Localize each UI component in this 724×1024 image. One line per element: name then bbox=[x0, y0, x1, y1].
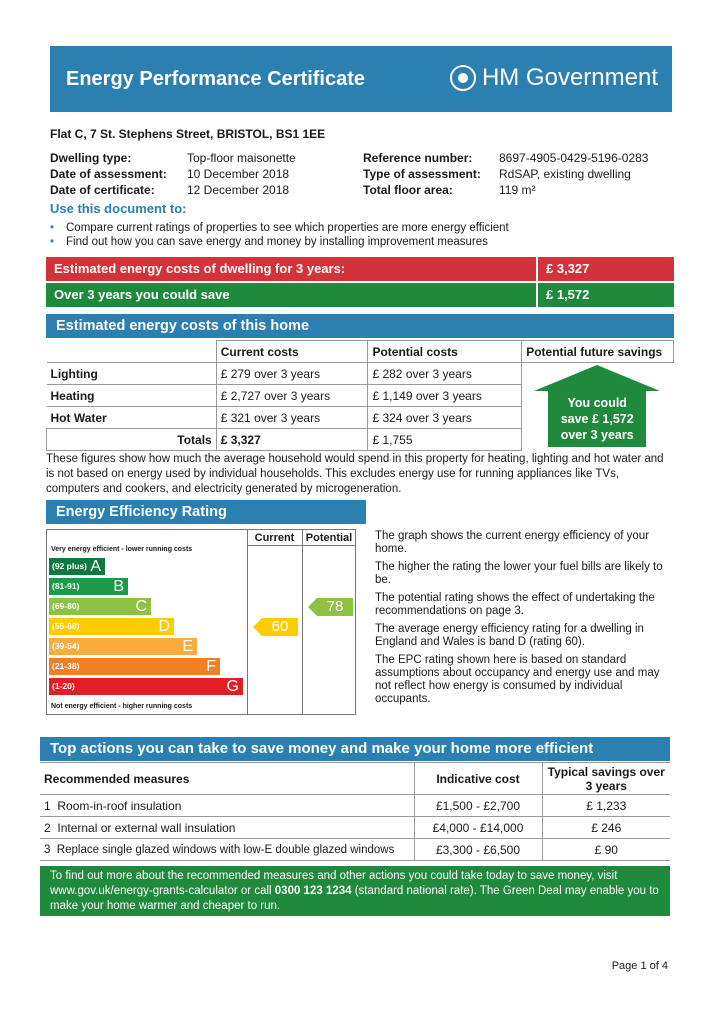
house-line: You could bbox=[567, 396, 627, 410]
table-row bbox=[40, 817, 670, 839]
detail-key: Type of assessment: bbox=[363, 167, 481, 181]
row-label: Lighting bbox=[47, 363, 217, 385]
row-label: Heating bbox=[47, 385, 217, 407]
band-letter: G bbox=[226, 678, 239, 695]
house-line: save £ 1,572 bbox=[560, 412, 634, 426]
table-row bbox=[47, 363, 674, 385]
measure-cost: £1,500 - £2,700 bbox=[414, 795, 542, 817]
band-range: (21-38) bbox=[52, 661, 80, 671]
detail-key: Date of assessment: bbox=[50, 167, 167, 181]
future-savings bbox=[522, 363, 674, 451]
band-a bbox=[49, 558, 105, 575]
eer-bottom-note: Not energy efficient - higher running costs bbox=[51, 703, 193, 710]
band-letter: B bbox=[113, 578, 124, 595]
band-f bbox=[49, 658, 220, 675]
eer-explanation bbox=[375, 530, 671, 711]
band-range: (55-68) bbox=[52, 621, 80, 631]
totals-label: Totals bbox=[47, 429, 217, 451]
measure-cost: £4,000 - £14,000 bbox=[414, 817, 542, 839]
property-address: Flat C, 7 St. Stephens Street, BRISTOL, BS1 1EE bbox=[50, 127, 326, 141]
measure-saving: £ 1,233 bbox=[542, 795, 670, 817]
band-d bbox=[49, 618, 174, 635]
use-heading: Use this document to: bbox=[50, 201, 187, 216]
house-roof-icon bbox=[534, 365, 660, 391]
house-savings-graphic bbox=[534, 365, 660, 447]
current-rating-arrow bbox=[262, 618, 298, 636]
costs-heading: Estimated energy costs of this home bbox=[46, 314, 674, 338]
details-right bbox=[363, 150, 648, 198]
table-row bbox=[40, 839, 670, 861]
band-letter: A bbox=[90, 558, 101, 575]
header-banner bbox=[50, 46, 672, 112]
current-cost: £ 279 over 3 years bbox=[216, 363, 368, 385]
band-g bbox=[49, 678, 243, 695]
eer-top-note: Very energy efficient - lower running costs bbox=[51, 546, 193, 553]
measure-name: Room-in-roof insulation bbox=[57, 798, 182, 813]
detail-value: 119 m² bbox=[499, 183, 536, 197]
totals-current: £ 3,327 bbox=[216, 429, 368, 451]
col-cost: Indicative cost bbox=[414, 763, 542, 795]
costs-note: These figures show how much the average household would spend in this property for heating, lighting and hot water and is not based on energy used by individual households. This excludes energy use for running appliances like TVs, computers and cookers, and electricity generated by microgeneration. bbox=[46, 453, 664, 495]
col-current: Current costs bbox=[216, 341, 368, 363]
potential-rating-value: 78 bbox=[326, 598, 344, 615]
detail-key: Date of certificate: bbox=[50, 183, 155, 197]
estimated-cost-value: £ 3,327 bbox=[536, 257, 674, 281]
measure-name: Internal or external wall insulation bbox=[57, 820, 236, 835]
measure-saving: £ 246 bbox=[542, 817, 670, 839]
band-range: (92 plus) bbox=[52, 561, 87, 571]
estimated-cost-bar bbox=[46, 257, 674, 281]
detail-key: Reference number: bbox=[363, 151, 473, 165]
band-range: (1-20) bbox=[52, 681, 75, 691]
eer-text: The average energy efficiency rating for a dwelling in England and Wales is band D (rating 60). bbox=[375, 623, 644, 648]
measure-number: 1 bbox=[44, 798, 51, 813]
footer-phone: 0300 123 1234 bbox=[274, 885, 352, 897]
detail-key: Dwelling type: bbox=[50, 151, 132, 165]
list-item: • Compare current ratings of properties to see which properties are more energy efficient bbox=[50, 221, 509, 235]
potential-cost: £ 282 over 3 years bbox=[368, 363, 522, 385]
eer-text: The EPC rating shown here is based on standard assumptions about occupancy and energy use and may not reflect how energy is consumed by individual occupants. bbox=[375, 654, 660, 705]
list-item: • Find out how you can save energy and money by installing improvement measures bbox=[50, 235, 509, 249]
col-potential: Potential costs bbox=[368, 341, 522, 363]
page-number: Page 1 of 4 bbox=[611, 960, 668, 972]
totals-potential: £ 1,755 bbox=[368, 429, 522, 451]
eer-text: The potential rating shows the effect of undertaking the recommendations on page 3. bbox=[375, 592, 655, 617]
current-cost: £ 2,727 over 3 years bbox=[216, 385, 368, 407]
band-b bbox=[49, 578, 128, 595]
detail-key: Total floor area: bbox=[363, 183, 453, 197]
detail-value: Top-floor maisonette bbox=[187, 151, 296, 165]
band-letter: F bbox=[206, 658, 216, 675]
detail-value: 8697-4905-0429-5196-0283 bbox=[499, 151, 649, 165]
potential-cost: £ 324 over 3 years bbox=[368, 407, 522, 429]
measure-number: 3 bbox=[44, 843, 51, 856]
current-rating-value: 60 bbox=[271, 618, 289, 635]
col-saving: Typical savings over 3 years bbox=[542, 763, 670, 795]
eer-heading: Energy Efficiency Rating bbox=[46, 500, 366, 524]
band-e bbox=[49, 638, 197, 655]
row-label: Hot Water bbox=[47, 407, 217, 429]
measure-name: Replace single glazed windows with low-E double glazed windows bbox=[56, 843, 395, 856]
band-letter: D bbox=[158, 618, 170, 635]
detail-value: 12 December 2018 bbox=[187, 183, 290, 197]
hm-government-text: HM Government bbox=[481, 64, 658, 91]
certificate-title: Energy Performance Certificate bbox=[66, 68, 366, 90]
footer-note: To find out more about the recommended measures and other actions you could take today to save money, visit www.gov.uk/energy-grants-calculator or call 0300 123 1234 (standard national rate). The Green Deal may enable you to make your home warmer and cheaper to run. bbox=[40, 866, 670, 916]
detail-value: RdSAP, existing dwelling bbox=[499, 167, 631, 181]
band-c bbox=[49, 598, 151, 615]
costs-table bbox=[46, 340, 674, 451]
actions-heading: Top actions you can take to save money and make your home more efficient bbox=[40, 737, 670, 761]
saving-bar bbox=[46, 283, 674, 307]
col-measure: Recommended measures bbox=[40, 763, 414, 795]
eer-text: The higher the rating the lower your fuel bills are likely to be. bbox=[375, 561, 663, 586]
table-row bbox=[40, 795, 670, 817]
details-left bbox=[50, 150, 296, 198]
current-cost: £ 321 over 3 years bbox=[216, 407, 368, 429]
band-range: (81-91) bbox=[52, 581, 80, 591]
band-range: (69-80) bbox=[52, 601, 80, 611]
estimated-cost-label: Estimated energy costs of dwelling for 3 years: bbox=[54, 261, 346, 276]
band-range: (39-54) bbox=[52, 641, 80, 651]
measure-cost: £3,300 - £6,500 bbox=[414, 839, 542, 861]
measure-saving: £ 90 bbox=[542, 839, 670, 861]
band-letter: C bbox=[135, 598, 147, 615]
eer-col-potential: Potential bbox=[302, 530, 356, 546]
actions-table bbox=[40, 762, 670, 861]
detail-value: 10 December 2018 bbox=[187, 167, 290, 181]
eer-chart bbox=[46, 529, 356, 715]
crest-icon bbox=[450, 65, 476, 91]
use-list bbox=[50, 221, 509, 249]
eer-col-current: Current bbox=[247, 530, 302, 546]
eer-text: The graph shows the current energy efficiency of your home. bbox=[375, 530, 650, 555]
saving-label: Over 3 years you could save bbox=[54, 287, 230, 302]
measure-number: 2 bbox=[44, 820, 51, 835]
hm-government-logo bbox=[450, 64, 658, 92]
col-future: Potential future savings bbox=[522, 341, 674, 363]
saving-value: £ 1,572 bbox=[536, 283, 674, 307]
band-letter: E bbox=[182, 638, 193, 655]
potential-rating-arrow bbox=[317, 598, 353, 616]
house-line: over 3 years bbox=[560, 428, 634, 442]
potential-cost: £ 1,149 over 3 years bbox=[368, 385, 522, 407]
